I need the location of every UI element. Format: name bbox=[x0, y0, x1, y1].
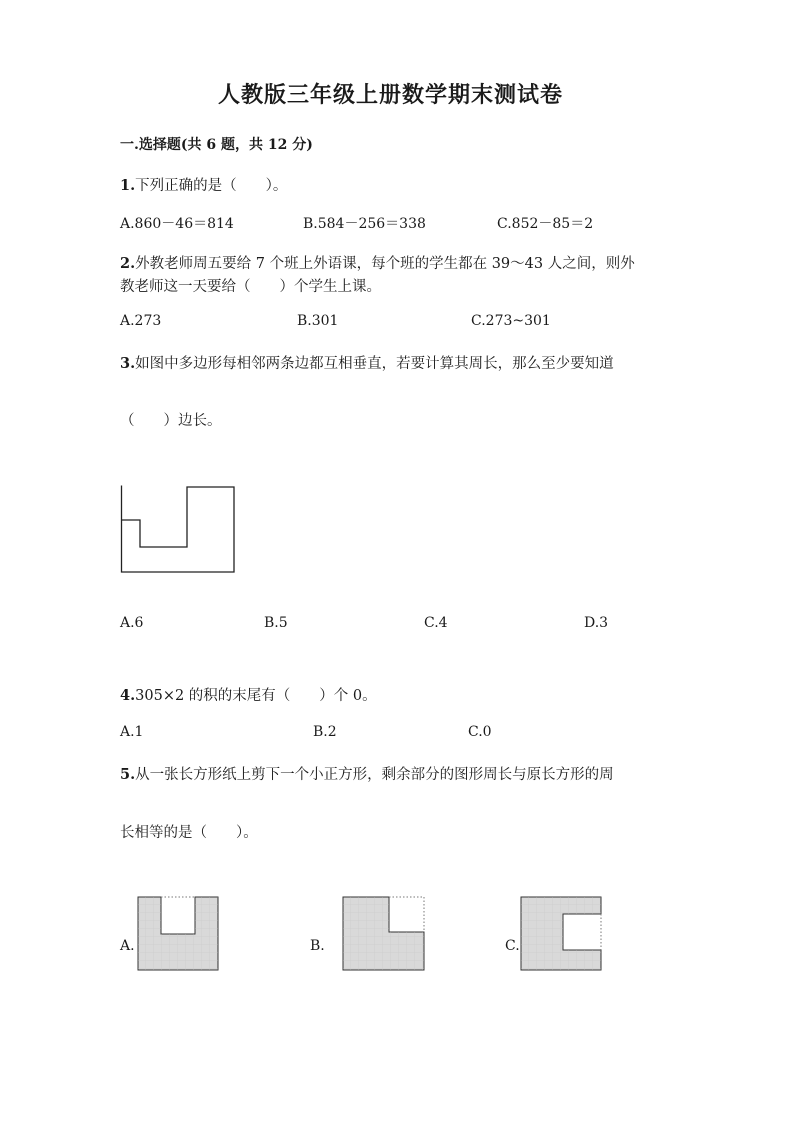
option-a[interactable]: A.273 bbox=[120, 313, 162, 329]
section-heading: 一.选择题(共 6 题，共 12 分) bbox=[120, 137, 313, 153]
question-5 bbox=[120, 763, 614, 784]
option-b[interactable]: B. bbox=[310, 938, 325, 954]
option-c[interactable]: C.0 bbox=[468, 724, 492, 740]
figure-option-b[interactable] bbox=[342, 896, 428, 972]
question-number: 1. bbox=[120, 177, 136, 194]
polygon-figure bbox=[120, 484, 240, 576]
option-a[interactable]: A.1 bbox=[120, 724, 144, 740]
question-5-line2: 长相等的是（ ）。 bbox=[120, 825, 258, 841]
question-3-line2: （ ）边长。 bbox=[120, 413, 222, 429]
question-1 bbox=[120, 174, 287, 195]
option-a[interactable]: A. bbox=[120, 938, 135, 954]
figure-option-a[interactable] bbox=[137, 896, 221, 972]
option-b[interactable]: B.2 bbox=[313, 724, 337, 740]
option-d[interactable]: D.3 bbox=[584, 615, 609, 631]
option-b[interactable]: B.301 bbox=[297, 313, 339, 329]
figure-option-c[interactable] bbox=[520, 896, 604, 972]
question-text: 下列正确的是（ ）。 bbox=[135, 178, 288, 194]
option-c[interactable]: C.273~301 bbox=[471, 313, 551, 329]
question-text: 外教老师周五要给 7 个班上外语课，每个班的学生都在 39～43 人之间，则外 bbox=[135, 256, 635, 272]
option-c[interactable]: C.4 bbox=[424, 615, 448, 631]
question-number: 2. bbox=[120, 255, 136, 272]
question-number: 5. bbox=[120, 766, 136, 783]
question-number: 3. bbox=[120, 355, 136, 372]
question-2 bbox=[120, 252, 635, 273]
question-2-line2: 教老师这一天要给（ ）个学生上课。 bbox=[120, 279, 381, 295]
question-text: 305×2 的积的末尾有（ ）个 0。 bbox=[135, 688, 377, 704]
page-title: 人教版三年级上册数学期末测试卷 bbox=[218, 82, 564, 108]
option-b[interactable]: B.584－256＝338 bbox=[303, 216, 426, 232]
option-a[interactable]: A.6 bbox=[120, 615, 144, 631]
question-text: 如图中多边形每相邻两条边都互相垂直，若要计算其周长，那么至少要知道 bbox=[135, 356, 614, 372]
question-number: 4. bbox=[120, 687, 136, 704]
option-b[interactable]: B.5 bbox=[264, 615, 288, 631]
question-text: 从一张长方形纸上剪下一个小正方形，剩余部分的图形周长与原长方形的周 bbox=[135, 767, 614, 783]
option-a[interactable]: A.860－46＝814 bbox=[120, 216, 234, 232]
question-4 bbox=[120, 684, 377, 705]
option-c[interactable]: C.852－85＝2 bbox=[497, 216, 594, 232]
question-3 bbox=[120, 352, 614, 373]
option-c[interactable]: C. bbox=[505, 938, 520, 954]
